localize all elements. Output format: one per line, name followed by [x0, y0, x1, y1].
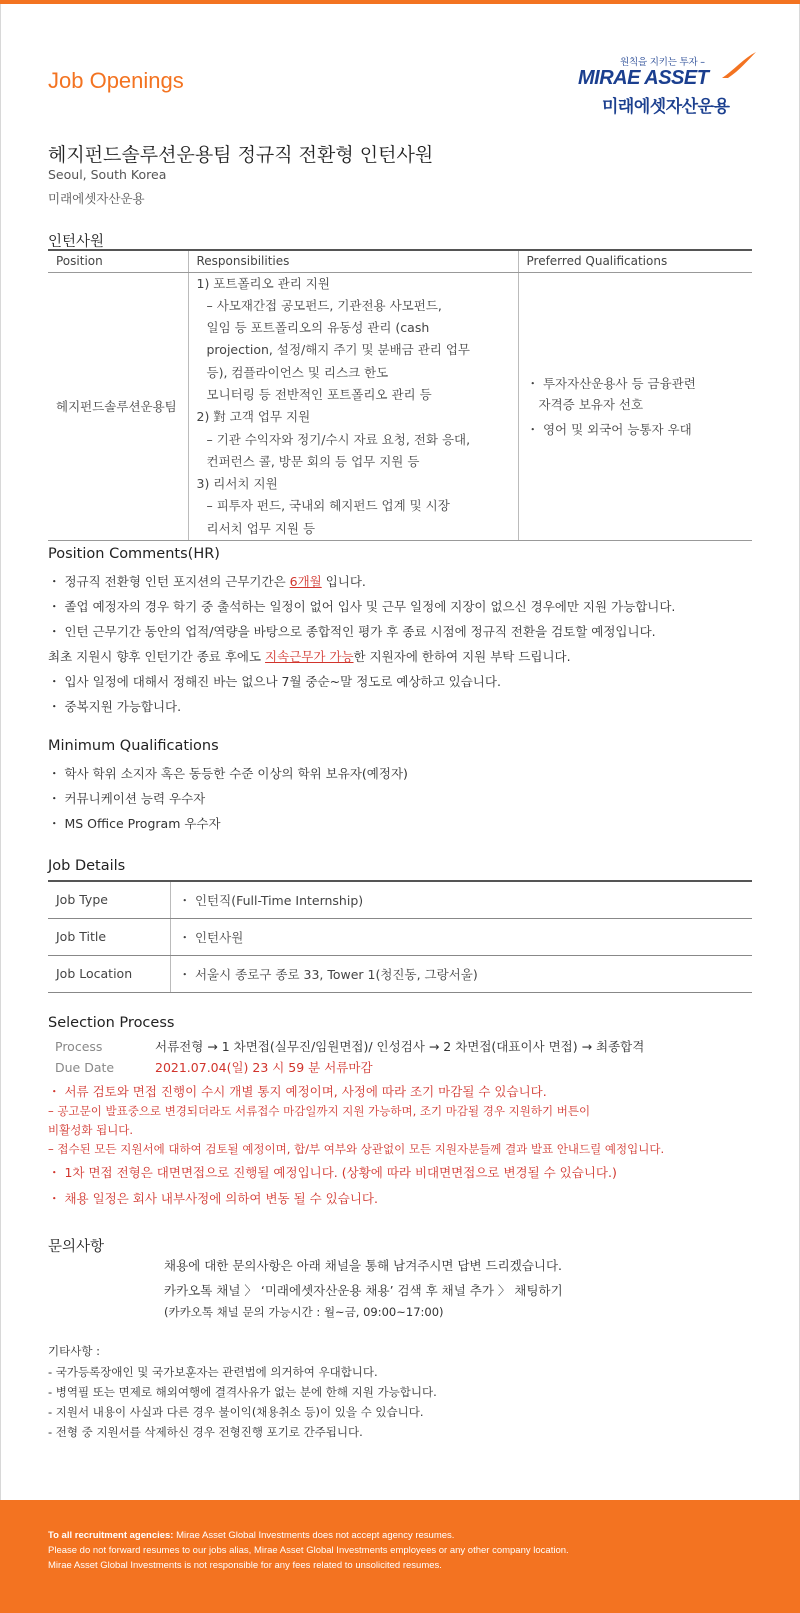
- logo-swoosh-icon: [720, 50, 758, 80]
- resp-line: 3) 리서치 지원: [196, 476, 278, 492]
- misc-item: - 지원서 내용이 사실과 다른 경우 불이익(채용취소 등)이 있을 수 있습니다.: [48, 1405, 424, 1419]
- qual-line: ・ 투자자산운용사 등 금융관련: [526, 375, 696, 391]
- comment-line: ・ 졸업 예정자의 경우 학기 중 출석하는 일정이 없어 입사 및 근무 일정에 지장이 없으신 경우에만 지원 가능합니다.: [48, 599, 676, 614]
- job-location: Seoul, South Korea: [48, 167, 167, 182]
- job-details-title: Job Details: [48, 858, 126, 874]
- selection-notice: ・ 서류 검토와 면접 진행이 수시 개별 통지 예정이며, 사정에 따라 조기 마감될 수 있습니다.: [48, 1084, 547, 1099]
- resp-line: projection, 설정/해지 주기 및 분배금 관리 업무: [206, 342, 471, 358]
- selection-notice: ・ 1차 면접 전형은 대면면접으로 진행될 예정입니다. (상황에 따라 비대면면접으로 변경될 수 있습니다.): [48, 1165, 617, 1180]
- min-qual-item: ・ 학사 학위 소지자 혹은 동등한 수준 이상의 학위 보유자(예정자): [48, 766, 408, 781]
- position-table: [48, 249, 752, 541]
- responsibilities-cell: [188, 272, 518, 541]
- due-date-label: Due Date: [55, 1060, 115, 1075]
- highlight-duration: 6개월: [289, 574, 322, 589]
- process-row: [55, 1037, 644, 1055]
- resp-line: 리서치 업무 지원 등: [206, 520, 316, 536]
- qual-line: 자격증 보유자 선호: [538, 396, 644, 412]
- top-accent-bar: [0, 0, 800, 4]
- footer-line: Mirae Asset Global Investments is not responsible for any fees related to unsolicited resumes.: [48, 1560, 442, 1571]
- position-section-title: 인턴사원: [48, 234, 105, 250]
- job-company: 미래에셋자산운용: [48, 191, 145, 206]
- misc-title: 기타사항 :: [48, 1344, 100, 1358]
- logo-tagline: 원칙을 지키는 투자 –: [620, 57, 705, 68]
- resp-line: 등), 컴플라이언스 및 리스크 한도: [206, 364, 389, 380]
- comment-line: ・ 입사 일정에 대해서 정해진 바는 없으나 7월 중순~말 정도로 예상하고 있습니다.: [48, 674, 501, 689]
- job-detail-value: ・ 서울시 종로구 종로 33, Tower 1(청진동, 그랑서울): [170, 955, 752, 992]
- comment-line: ・ 중복지원 가능합니다.: [48, 699, 182, 714]
- job-detail-key: Job Location: [48, 955, 170, 992]
- resp-line: – 기관 수익자와 정기/수시 자료 요청, 전화 응대,: [206, 431, 471, 447]
- col-header-qualifications: Preferred Qualifications: [518, 250, 752, 272]
- resp-line: 컨퍼런스 콜, 방문 회의 등 업무 지원 등: [206, 453, 420, 469]
- inquiry-channel: 카카오톡 채널 〉 ‘미래에셋자산운용 채용’ 검색 후 채널 추가 〉 채팅하기: [164, 1283, 563, 1298]
- job-title: 헤지펀드솔루션운용팀 정규직 전환형 인턴사원: [48, 144, 434, 166]
- resp-line: – 피투자 펀드, 국내외 헤지펀드 업계 및 시장: [206, 498, 450, 514]
- selection-process-title: Selection Process: [48, 1015, 175, 1031]
- min-qualifications-list: [48, 761, 408, 836]
- resp-line: 1) 포트폴리오 관리 지원: [196, 275, 330, 291]
- selection-notice: ・ 채용 일정은 회사 내부사정에 의하여 변동 될 수 있습니다.: [48, 1191, 378, 1206]
- due-date-value: 2021.07.04(일) 23 시 59 분 서류마감: [155, 1060, 373, 1075]
- min-qualifications-title: Minimum Qualifications: [48, 738, 219, 754]
- misc-item: - 국가등록장애인 및 국가보훈자는 관련법에 의거하여 우대합니다.: [48, 1365, 378, 1379]
- due-date-row: [55, 1058, 373, 1076]
- resp-line: 일임 등 포트폴리오의 유동성 관리 (cash: [206, 320, 430, 336]
- min-qual-item: ・ MS Office Program 우수자: [48, 816, 221, 831]
- page-title: Job Openings: [48, 68, 184, 93]
- process-label: Process: [55, 1039, 103, 1054]
- job-detail-row: [48, 918, 752, 955]
- comment-line: ・ 인턴 근무기간 동안의 업적/역량을 바탕으로 종합적인 평가 후 종료 시점에 정규직 전환을 검토할 예정입니다.: [48, 624, 656, 639]
- misc-item: - 전형 중 지원서를 삭제하신 경우 전형진행 포기로 간주됩니다.: [48, 1425, 363, 1439]
- position-comments-title: Position Comments(HR): [48, 546, 220, 562]
- inquiry-line: 채용에 대한 문의사항은 아래 채널을 통해 남겨주시면 답변 드리겠습니다.: [164, 1258, 563, 1273]
- job-detail-value: ・ 인턴직(Full-Time Internship): [170, 881, 752, 918]
- comment-line: ・ 정규직 전환형 인턴 포지션의 근무기간은 6개월 입니다.: [48, 574, 366, 589]
- job-detail-value: ・ 인턴사원: [170, 918, 752, 955]
- position-comments-list: [48, 569, 675, 719]
- highlight-continued-work: 지속근무가 가능: [265, 649, 354, 664]
- col-header-responsibilities: Responsibilities: [188, 250, 518, 272]
- process-value: 서류전형 → 1 차면접(실무진/임원면접)/ 인성검사 → 2 차면접(대표이사 면접) → 최종합격: [155, 1039, 645, 1054]
- inquiry-hours: (카카오톡 채널 문의 가능시간 : 월~금, 09:00~17:00): [164, 1305, 444, 1319]
- resp-line: – 사모재간접 공모펀드, 기관전용 사모펀드,: [206, 297, 442, 313]
- logo-wordmark: MIRAE ASSET: [578, 67, 709, 89]
- job-detail-key: Job Type: [48, 881, 170, 918]
- footer-line: Please do not forward resumes to our jobs alias, Mirae Asset Global Investments employees or any other company location.: [48, 1545, 569, 1556]
- logo-korean-name: 미래에셋자산운용: [602, 97, 730, 117]
- col-header-position: Position: [48, 250, 188, 272]
- position-cell: 헤지펀드솔루션운용팀: [48, 272, 188, 541]
- agency-disclaimer-footer: [0, 1500, 800, 1613]
- job-detail-row: [48, 955, 752, 992]
- company-logo: [570, 50, 760, 120]
- footer-line: To all recruitment agencies: Mirae Asset Global Investments does not accept agency resumes.: [48, 1530, 455, 1541]
- qual-line: ・ 영어 및 외국어 능통자 우대: [526, 421, 692, 437]
- comment-line: 최초 지원시 향후 인턴기간 종료 후에도 지속근무가 가능한 지원자에 한하여 지원 부탁 드립니다.: [48, 649, 571, 664]
- job-detail-row: [48, 881, 752, 918]
- selection-notice-sub: 비활성화 됩니다.: [48, 1123, 134, 1137]
- resp-line: 모니터링 등 전반적인 포트폴리오 관리 등: [206, 386, 432, 402]
- qualifications-cell: [518, 272, 752, 541]
- misc-item: - 병역필 또는 면제로 해외여행에 결격사유가 없는 분에 한해 지원 가능합니다.: [48, 1385, 437, 1399]
- resp-line: 2) 對 고객 업무 지원: [196, 409, 311, 425]
- inquiry-title: 문의사항: [48, 1239, 105, 1255]
- job-detail-key: Job Title: [48, 918, 170, 955]
- min-qual-item: ・ 커뮤니케이션 능력 우수자: [48, 791, 206, 806]
- selection-notice-sub: – 공고문이 발표중으로 변경되더라도 서류접수 마감일까지 지원 가능하며, 조기 마감될 경우 지원하기 버튼이: [48, 1104, 591, 1118]
- job-details-table: [48, 880, 752, 993]
- selection-notice-sub: – 접수된 모든 지원서에 대하여 검토될 예정이며, 합/부 여부와 상관없이 모든 지원자분들께 결과 발표 안내드릴 예정입니다.: [48, 1142, 665, 1156]
